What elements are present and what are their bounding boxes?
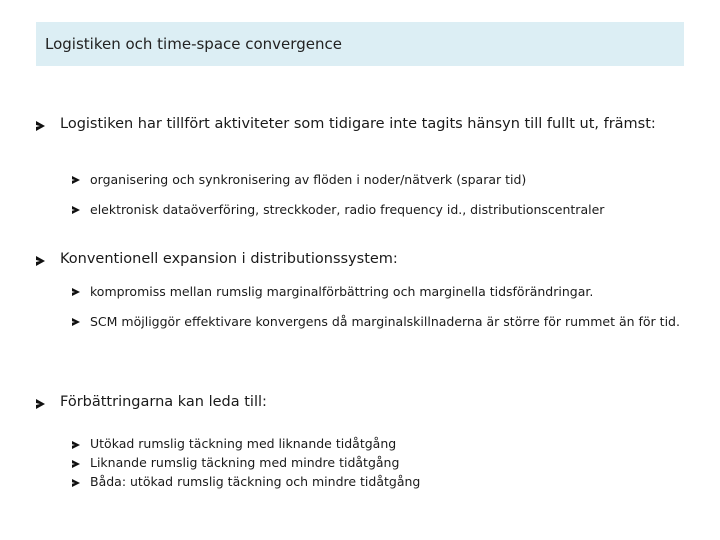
arrow-bullet-icon (72, 206, 80, 214)
sub-bullet-text: elektronisk dataöverföring, streckkoder, radio frequency id., distributionscentraler (90, 202, 605, 217)
sub-bullet-synchronization (72, 173, 526, 194)
arrow-bullet-icon (36, 256, 45, 266)
sub-bullet-both (72, 476, 420, 491)
arrow-bullet-icon (72, 479, 80, 487)
bullet-text: Förbättringarna kan leda till: (60, 394, 267, 410)
sub-bullet-text: organisering och synkronisering av flöden i noder/nätverk (sparar tid) (90, 172, 527, 187)
arrow-bullet-icon (72, 176, 80, 184)
slide-title: Logistiken och time-space convergence (45, 35, 342, 53)
sub-bullet-edi (72, 203, 604, 224)
arrow-bullet-icon (72, 318, 80, 326)
arrow-bullet-icon (36, 121, 45, 131)
bullet-improvements (36, 394, 267, 410)
sub-bullet-compromise (72, 285, 593, 306)
slide-title-bar (36, 22, 684, 66)
arrow-bullet-icon (72, 288, 80, 296)
sub-bullet-text: SCM möjliggör effektivare konvergens då marginalskillnaderna är större för rummet än för tid. (90, 314, 680, 329)
sub-bullet-less-time (72, 457, 399, 472)
bullet-text: Konventionell expansion i distributionssystem: (60, 251, 398, 267)
sub-bullet-scm (72, 315, 690, 336)
arrow-bullet-icon (72, 460, 80, 468)
sub-bullet-text: Båda: utökad rumslig täckning och mindre tidåtgång (90, 474, 421, 489)
sub-bullet-text: Utökad rumslig täckning med liknande tidåtgång (90, 436, 397, 451)
bullet-text: Logistiken har tillfört aktiviteter som tidigare inte tagits hänsyn till fullt ut, främst: (60, 116, 656, 132)
arrow-bullet-icon (36, 399, 45, 409)
arrow-bullet-icon (72, 441, 80, 449)
sub-bullet-extended-coverage (72, 438, 396, 453)
sub-bullet-text: kompromiss mellan rumslig marginalförbättring och marginella tidsförändringar. (90, 284, 594, 299)
bullet-conventional-expansion (36, 251, 398, 267)
bullet-logistics-activities (36, 116, 656, 132)
sub-bullet-text: Liknande rumslig täckning med mindre tidåtgång (90, 455, 400, 470)
